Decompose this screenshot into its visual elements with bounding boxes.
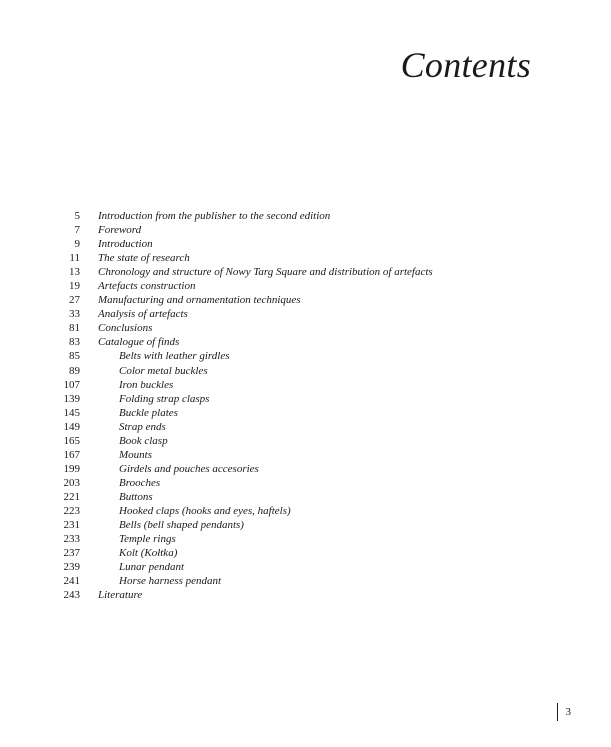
toc-entry-label: Strap ends [119, 420, 166, 433]
toc-page-number: 85 [69, 350, 80, 363]
table-of-contents [40, 209, 540, 602]
toc-subentry [40, 420, 540, 434]
toc-entry-label: Horse harness pendant [119, 575, 222, 588]
toc-page-number: 167 [63, 448, 80, 461]
toc-entry-label: Lunar pendant [119, 561, 185, 574]
toc-entry-label: Introduction [98, 238, 153, 251]
toc-subentry [40, 406, 540, 420]
toc-subentry [40, 378, 540, 392]
toc-subentry [40, 462, 540, 476]
toc-entry-label: The state of research [98, 252, 190, 265]
toc-subentry [40, 434, 540, 448]
toc-entry-label: Folding strap clasps [119, 392, 210, 405]
toc-page-number: 199 [63, 462, 80, 475]
toc-subentry [40, 518, 540, 532]
toc-subentry [40, 349, 540, 363]
toc-entry-label: Introduction from the publisher to the second edition [98, 210, 331, 222]
toc-page-number: 5 [74, 210, 80, 222]
toc-subentry [40, 476, 540, 490]
toc-entry-label: Kolt (Kołtka) [119, 547, 178, 560]
toc-entry-label: Hooked claps (hooks and eyes, haftels) [119, 504, 291, 517]
toc-page-number: 107 [63, 378, 80, 391]
toc-page-number: 83 [69, 336, 80, 349]
toc-page-number: 13 [69, 266, 80, 279]
toc-page-number: 149 [63, 420, 80, 433]
page-number: 3 [565, 706, 571, 718]
toc-page-number: 89 [69, 364, 80, 377]
toc-page-number: 7 [74, 224, 80, 237]
toc-subentry [40, 560, 540, 574]
toc-entry-label: Buckle plates [119, 406, 178, 419]
toc-entry [40, 237, 540, 251]
toc-subentry [40, 504, 540, 518]
toc-entry [40, 223, 540, 237]
page-footer [557, 703, 572, 721]
toc-page-number: 81 [69, 322, 80, 335]
toc-entry-label: Book clasp [119, 434, 168, 447]
toc-entry-label: Chronology and structure of Nowy Targ Square and distribution of artefacts [98, 266, 433, 279]
toc-page-number: 33 [69, 308, 80, 321]
toc-entry [40, 251, 540, 265]
toc-subentry [40, 448, 540, 462]
toc-entry-label: Catalogue of finds [98, 336, 180, 349]
toc-page-number: 11 [69, 252, 80, 265]
page-title: Contents [400, 45, 531, 85]
toc-page-number: 9 [74, 238, 80, 251]
toc-page-number: 19 [69, 280, 80, 293]
toc-page-number: 139 [63, 392, 80, 405]
toc-entry [40, 321, 540, 335]
toc-entry-label: Conclusions [98, 322, 153, 335]
toc-subentry [40, 490, 540, 504]
toc-entry [40, 335, 540, 349]
toc-entry-label: Iron buckles [119, 378, 174, 391]
toc-page-number: 145 [63, 406, 80, 419]
toc-entry-label: Manufacturing and ornamentation techniques [98, 294, 301, 307]
toc-entry [40, 265, 540, 279]
toc-page-number: 223 [63, 504, 80, 517]
toc-page-number: 233 [63, 533, 80, 546]
toc-entry [40, 588, 540, 602]
toc-entry-label: Belts with leather girdles [119, 350, 230, 363]
toc-entry-label: Mounts [119, 448, 152, 461]
toc-page-number: 243 [63, 589, 80, 602]
toc-entry-label: Buttons [119, 490, 153, 503]
toc-entry [40, 209, 540, 223]
toc-page-number: 221 [63, 490, 80, 503]
toc-subentry [40, 574, 540, 588]
toc-entry-label: Foreword [98, 224, 142, 237]
toc-entry-label: Bells (bell shaped pendants) [119, 519, 244, 532]
toc-subentry [40, 392, 540, 406]
toc-entry [40, 293, 540, 307]
toc-page-number: 203 [63, 476, 80, 489]
toc-entry-label: Literature [98, 589, 143, 602]
toc-page-number: 241 [63, 575, 80, 588]
toc-page-number: 231 [63, 519, 80, 532]
toc-page-number: 237 [63, 547, 80, 560]
toc-subentry [40, 364, 540, 378]
toc-page-number: 239 [63, 561, 80, 574]
toc-entry [40, 307, 540, 321]
toc-entry-label: Analysis of artefacts [98, 308, 188, 321]
toc-entry-label: Color metal buckles [119, 364, 208, 377]
toc-entry-label: Brooches [119, 476, 161, 489]
toc-entry [40, 279, 540, 293]
page-number-divider [557, 703, 558, 721]
toc-page-number: 165 [63, 434, 80, 447]
toc-subentry [40, 532, 540, 546]
toc-entry-label: Temple rings [119, 533, 176, 546]
toc-page-number: 27 [69, 294, 80, 307]
toc-entry-label: Artefacts construction [98, 280, 196, 293]
toc-subentry [40, 546, 540, 560]
toc-entry-label: Girdels and pouches accesories [119, 462, 259, 475]
